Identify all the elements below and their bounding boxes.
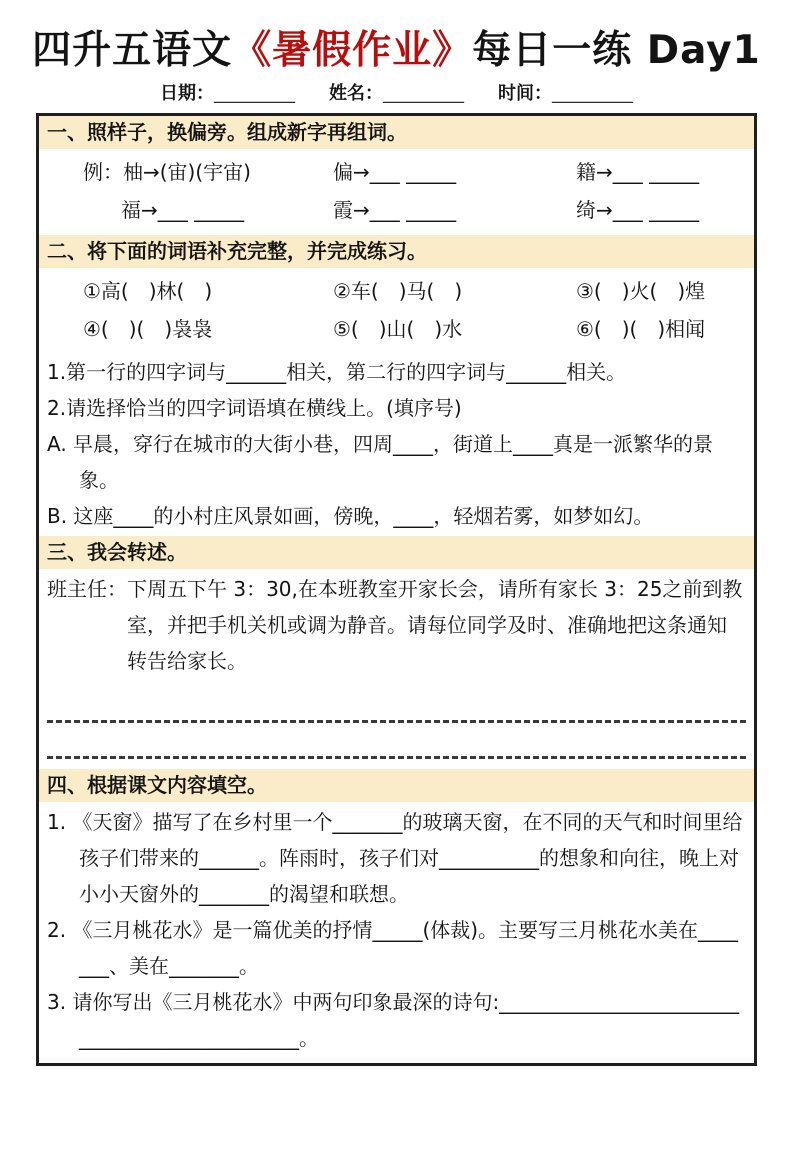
question-line: B. 这座____的小村庄风景如画，傍晚，____，轻烟若雾，如梦如幻。 [47, 503, 654, 528]
fill-row [83, 153, 746, 191]
section-4-header [39, 769, 754, 802]
section-4-body [39, 802, 754, 1063]
question-line: 1.第一行的四字词与______相关，第二行的四字词与______相关。 [47, 359, 627, 384]
section-2-questions [39, 354, 754, 536]
idiom-item: ⑥( )( )相闻 [576, 316, 706, 341]
idiom-item: ⑤( )山( )水 [333, 316, 463, 341]
fill-item: 偏→___ _____ [333, 159, 457, 184]
idiom-item: ①高( )林( ) [83, 278, 213, 303]
section-1-body [39, 149, 754, 235]
question-line: A. 早晨，穿行在城市的大街小巷，四周____，街道上____真是一派繁华的景象。 [47, 431, 714, 492]
meta-row [0, 79, 793, 105]
section-2-body [39, 268, 754, 354]
question-line: 2. 《三月桃花水》是一篇优美的抒情_____(体裁)。主要写三月桃花水美在_______、美在_______。 [47, 917, 739, 978]
idiom-row [83, 272, 746, 310]
question-line: 2.请选择恰当的四字词语填在横线上。(填序号) [47, 395, 462, 420]
notice-text: 下周五下午 3：30,在本班教室开家长会，请所有家长 3：25之前到教室，并把手机关机或调为静音。请每位同学及时、准确地把这条通知转告给家长。 [127, 576, 743, 673]
fill-item: 籍→___ _____ [576, 159, 700, 184]
date-blank: _________ [214, 82, 295, 104]
name-field [329, 79, 464, 105]
page-title [10, 28, 783, 75]
time-field [498, 79, 633, 105]
fill-item: 福→___ _____ [121, 197, 245, 222]
name-blank: _________ [383, 82, 464, 104]
fill-item: 霞→___ _____ [333, 197, 457, 222]
worksheet-box [36, 113, 757, 1066]
idiom-item: ③( )火( )煌 [576, 278, 706, 303]
section-3-title: 三、我会转述。 [47, 539, 187, 564]
name-label: 姓名： [329, 82, 383, 104]
answer-line-2 [47, 723, 746, 759]
fill-row [83, 191, 746, 229]
section-3-header [39, 536, 754, 569]
time-blank: _________ [552, 82, 633, 104]
idiom-item: ②车( )马( ) [333, 278, 463, 303]
fill-item: 绮→___ _____ [576, 197, 700, 222]
question-line: 1. 《天窗》描写了在乡村里一个_______的玻璃天窗，在不同的天气和时间里给孩子们带来的______。阵雨时，孩子们对__________的想象和向往，晚上对小小天窗外的_______的渴望和联想。 [47, 809, 743, 906]
section-2-header [39, 235, 754, 268]
answer-area [39, 679, 754, 769]
answer-line-1 [47, 689, 746, 723]
section-4-title: 四、根据课文内容填空。 [47, 772, 267, 797]
idiom-item: ④( )( )袅袅 [83, 316, 213, 341]
idiom-row [83, 310, 746, 348]
question-line: 3. 请你写出《三月桃花水》中两句印象最深的诗句:______________________________________________。 [47, 989, 740, 1050]
notice-paragraph [47, 571, 746, 679]
time-label: 时间： [498, 82, 552, 104]
date-label: 日期： [160, 82, 214, 104]
fill-item-example: 例：柚→(宙)(宇宙) [83, 159, 251, 184]
title-text-prefix: 四升五语文 [32, 28, 233, 73]
section-1-header [39, 116, 754, 149]
section-3-body [39, 569, 754, 679]
title-text-suffix: 每日一练 Day1 [472, 28, 761, 73]
section-2-title: 二、将下面的词语补充完整，并完成练习。 [47, 238, 427, 263]
notice-speaker: 班主任： [47, 576, 127, 601]
title-text-highlight: 《暑假作业》 [232, 28, 473, 73]
worksheet-page [0, 28, 793, 1150]
date-field [160, 79, 295, 105]
section-1-title: 一、照样子，换偏旁。组成新字再组词。 [47, 119, 407, 144]
